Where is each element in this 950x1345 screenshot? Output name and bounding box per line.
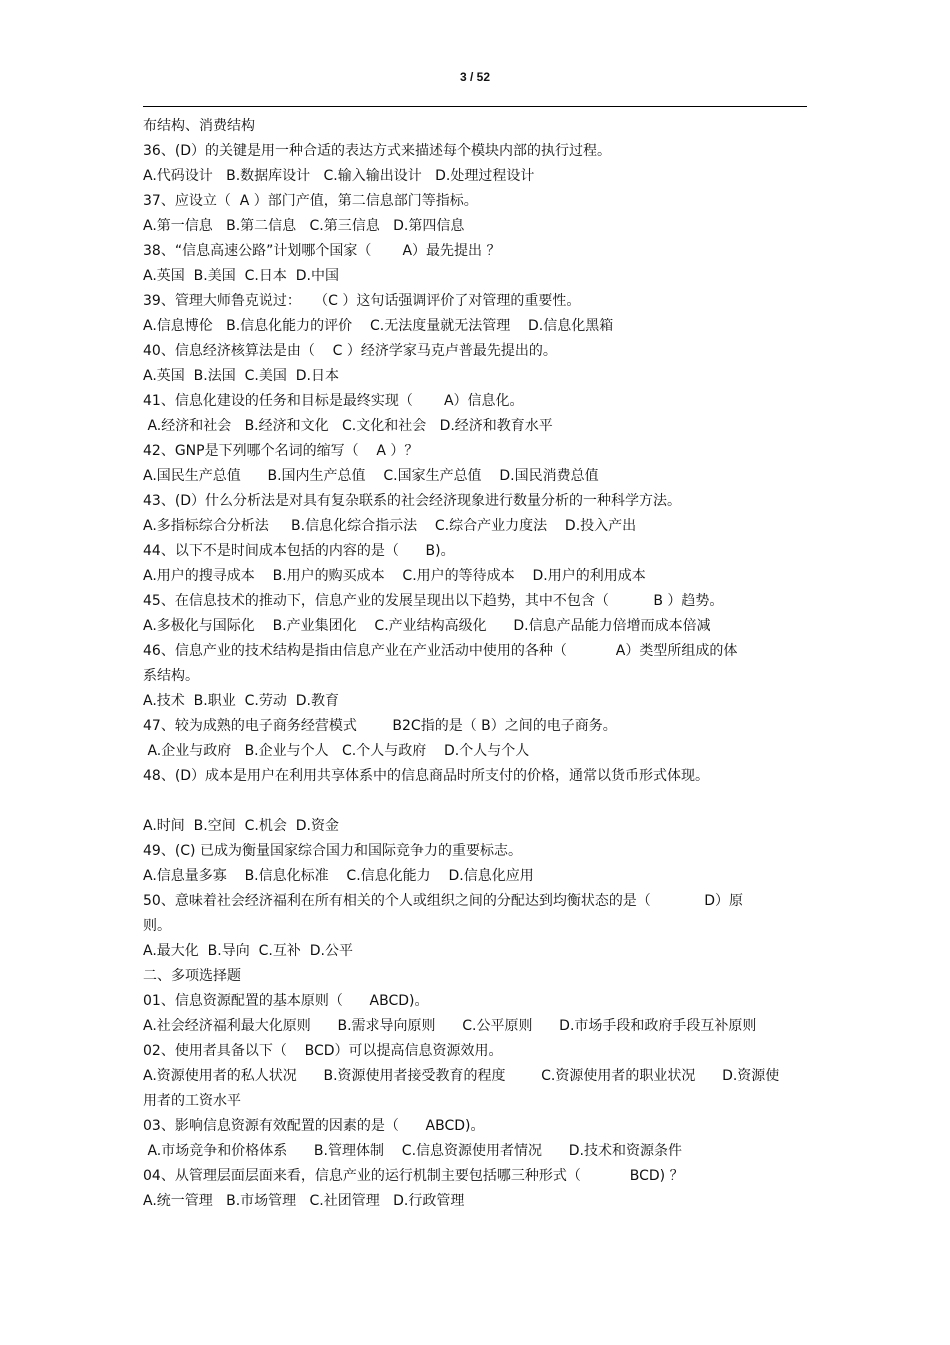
question-40: 40、信息经济核算法是由（ C ）经济学家马克卢普最先提出的。 — [143, 343, 557, 359]
page-number: 3 / 52 — [459, 70, 491, 84]
options-49: A.信息量多寡 B.信息化标准 C.信息化能力 D.信息化应用 — [143, 868, 534, 884]
options-47: A.企业与政府 B.企业与个人 C.个人与政府 D.个人与个人 — [143, 743, 530, 759]
options-46: A.技术 B.职业 C.劳动 D.教育 — [143, 693, 339, 709]
question-50-cont: 则。 — [143, 918, 171, 934]
options-40: A.英国 B.法国 C.美国 D.日本 — [143, 368, 339, 384]
options-44: A.用户的搜寻成本 B.用户的购买成本 C.用户的等待成本 D.用户的利用成本 — [143, 568, 646, 584]
mq-04: 04、从管理层面层面来看，信息产业的运行机制主要包括哪三种形式（ BCD) ？ — [143, 1168, 684, 1184]
options-36: A.代码设计 B.数据库设计 C.输入输出设计 D.处理过程设计 — [143, 168, 535, 184]
question-49: 49、(C) 已成为衡量国家综合国力和国际竞争力的重要标志。 — [143, 843, 522, 859]
mq-01: 01、信息资源配置的基本原则（ ABCD)。 — [143, 993, 429, 1009]
mq-options-02-cont: 用者的工资水平 — [143, 1093, 241, 1109]
options-39: A.信息博伦 B.信息化能力的评价 C.无法度量就无法管理 D.信息化黑箱 — [143, 318, 614, 334]
question-47: 47、较为成熟的电子商务经营模式 B2C指的是（ B）之间的电子商务。 — [143, 718, 617, 734]
mq-options-02: A.资源使用者的私人状况 B.资源使用者接受教育的程度 C.资源使用者的职业状况 D.资源使 — [143, 1068, 780, 1084]
question-42: 42、GNP是下列哪个名词的缩写（ A ）？ — [143, 443, 419, 459]
question-46: 46、信息产业的技术结构是指由信息产业在产业活动中使用的各种（ A）类型所组成的体 — [143, 643, 738, 659]
section-heading: 二、多项选择题 — [143, 968, 241, 984]
question-43: 43、(D）什么分析法是对具有复杂联系的社会经济现象进行数量分析的一种科学方法。 — [143, 493, 682, 509]
options-43: A.多指标综合分析法 B.信息化综合指示法 C.综合产业力度法 D.投入产出 — [143, 518, 637, 534]
question-37: 37、应设立（ A ）部门产值，第二信息部门等指标。 — [143, 193, 478, 209]
mq-03: 03、影响信息资源有效配置的因素的是（ ABCD)。 — [143, 1118, 485, 1134]
question-48: 48、(D）成本是用户在利用共享体系中的信息商品时所支付的价格，通常以货币形式体现。 — [143, 768, 710, 784]
options-38: A.英国 B.美国 C.日本 D.中国 — [143, 268, 339, 284]
options-37: A.第一信息 B.第二信息 C.第三信息 D.第四信息 — [143, 218, 465, 234]
question-38: 38、“信息高速公路”计划哪个国家（ A）最先提出 ？ — [143, 243, 501, 259]
question-44: 44、以下不是时间成本包括的内容的是（ B)。 — [143, 543, 455, 559]
options-50: A.最大化 B.导向 C.互补 D.公平 — [143, 943, 353, 959]
question-45: 45、在信息技术的推动下，信息产业的发展呈现出以下趋势，其中不包含（ B ）趋势。 — [143, 593, 724, 609]
question-41: 41、信息化建设的任务和目标是最终实现（ A）信息化。 — [143, 393, 524, 409]
mq-02: 02、使用者具备以下（ BCD）可以提高信息资源效用。 — [143, 1043, 503, 1059]
header-rule — [143, 106, 807, 107]
options-45: A.多极化与国际化 B.产业集团化 C.产业结构高级化 D.信息产品能力倍增而成本倍减 — [143, 618, 711, 634]
options-48: A.时间 B.空间 C.机会 D.资金 — [143, 818, 339, 834]
mq-options-03: A.市场竞争和价格体系 B.管理体制 C.信息资源使用者情况 D.技术和资源条件 — [143, 1143, 682, 1159]
question-46-cont: 系结构。 — [143, 668, 199, 684]
options-42: A.国民生产总值 B.国内生产总值 C.国家生产总值 D.国民消费总值 — [143, 468, 599, 484]
text-line: 布结构、消费结构 — [143, 118, 255, 134]
document-body — [143, 114, 807, 1214]
mq-options-04: A.统一管理 B.市场管理 C.社团管理 D.行政管理 — [143, 1193, 465, 1209]
blank-line — [143, 789, 807, 814]
options-41: A.经济和社会 B.经济和文化 C.文化和社会 D.经济和教育水平 — [143, 418, 553, 434]
question-50: 50、意味着社会经济福利在所有相关的个人或组织之间的分配达到均衡状态的是（ D）原 — [143, 893, 743, 909]
question-36: 36、(D）的关键是用一种合适的表达方式来描述每个模块内部的执行过程。 — [143, 143, 612, 159]
question-39: 39、管理大师鲁克说过： （C ）这句话强调评价了对管理的重要性。 — [143, 293, 581, 309]
mq-options-01: A.社会经济福利最大化原则 B.需求导向原则 C.公平原则 D.市场手段和政府手段互补原则 — [143, 1018, 757, 1034]
